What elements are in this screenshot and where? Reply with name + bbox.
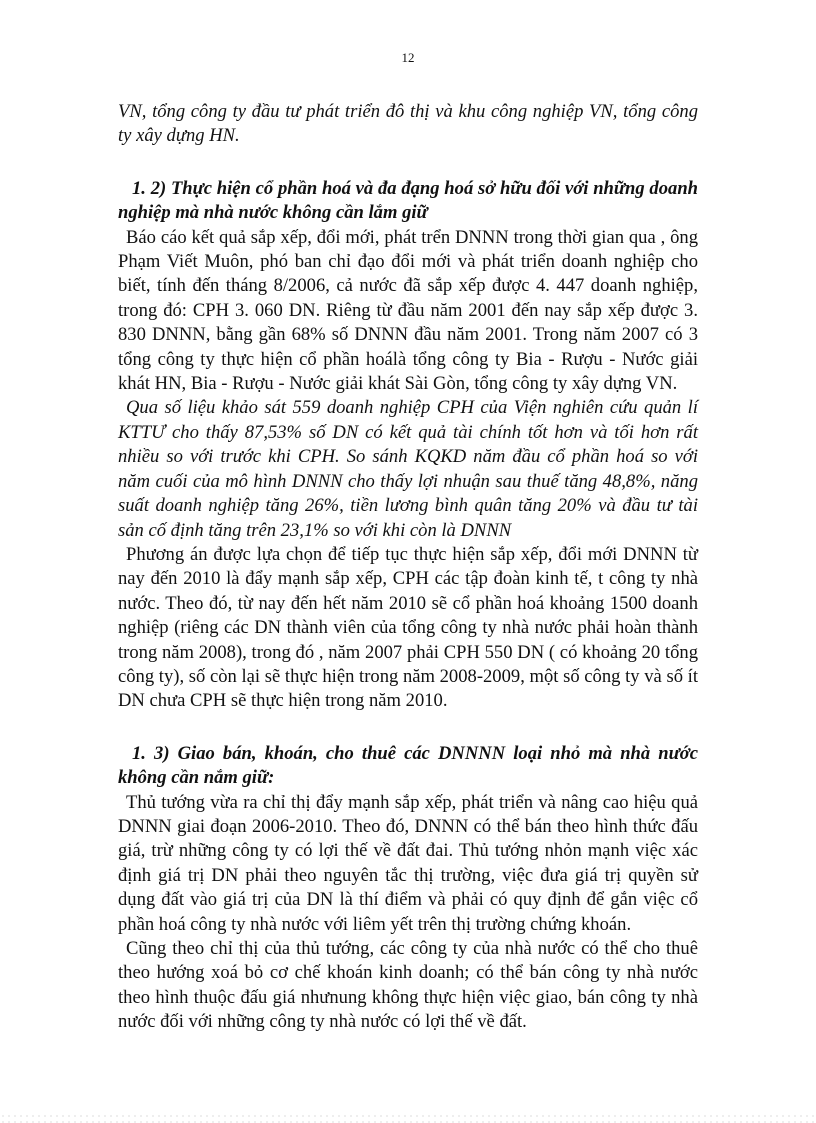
section-1-2-paragraph-3: Phương án được lựa chọn để tiếp tục thực hiện sắp xếp, đổi mới DNNN từ nay đến 2010 là đẩy mạnh sắp xếp, CPH các tập đoàn kinh tế, t công ty nhà nước. Theo đó, từ nay đến hết năm 2010 sẽ cổ phần hoá khoảng 1500 doanh nghiệp (riêng các DN thành viên của tổng công ty nhà nước phải hoàn thành trong năm 2008), trong đó , năm 2007 phải CPH 550 DN ( có khoảng 20 tổng công ty), số còn lại sẽ thực hiện trong năm 2008-2009, một số công ty và số ít DN chưa CPH sẽ thực hiện trong năm 2010. <box>118 543 698 712</box>
scan-border-decoration <box>0 1113 816 1123</box>
section-1-3-paragraph-1: Thủ tướng vừa ra chỉ thị đẩy mạnh sắp xếp, phát triển và nâng cao hiệu quả DNNN giai đoạn 2006-2010. Theo đó, DNNN có thể bán theo hình thức đấu giá, trừ những công ty có lợi thế về đất đai. Thủ tướng nhỏn mạnh việc xác định giá trị DN phải theo nguyên tắc thị trường, việc đưa giá trị quyền sử dụng đất vào giá trị của DN là thí điểm và phải có quy định để gắn việc cổ phần hoá công ty nhà nước với liêm yết trên thị trường chứng khoán. <box>118 791 698 935</box>
section-1-2-paragraph-2: Qua số liệu khảo sát 559 doanh nghiệp CPH của Viện nghiên cứu quản lí KTTƯ cho thấy 87,53% số DN có kết quả tài chính tốt hơn và tối hơn rất nhiều so với trước khi CPH. So sánh KQKD năm đầu cổ phần hoá so với năm cuối của mô hình DNNN cho thấy lợi nhuận sau thuế tăng 48,8%, năng suất doanh nghiệp tăng 26%, tiền lương bình quân tăng 20% và đầu tư tài sản cố định tăng trên 23,1% so với khi còn là DNNN <box>118 397 698 541</box>
page-content <box>118 100 698 1035</box>
intro-paragraph: VN, tổng công ty đầu tư phát triển đô thị và khu công nghiệp VN, tổng công ty xây dựng HN. <box>118 101 698 147</box>
page-number: 12 <box>401 50 415 65</box>
section-1-3-heading: 1. 3) Giao bán, khoán, cho thuê các DNNNN loại nhỏ mà nhà nước không cần nắm giữ: <box>118 742 698 789</box>
section-1-2-heading: 1. 2) Thực hiện cổ phần hoá và đa đạng hoá sở hữu đối với những doanh nghiệp mà nhà nước không cần lắm giữ <box>118 177 698 224</box>
section-1-3-paragraph-2: Cũng theo chỉ thị của thủ tướng, các công ty của nhà nước có thể cho thuê theo hướng xoá bỏ cơ chế khoán kinh doanh; có thể bán công ty nhà nước theo hình thuộc đấu giá nhưnung không thực hiện việc giao, bán công ty nhà nước đối với những công ty nhà nước có lợi thế về đất. <box>118 938 698 1033</box>
section-1-2-paragraph-1: Báo cáo kết quả sắp xếp, đổi mới, phát trển DNNN trong thời gian qua , ông Phạm Viết Muôn, phó ban chỉ đạo đổi mới và phát triển doanh nghiệp cho biết, tính đến tháng 8/2006, cả nước đã sắp xếp được 4. 447 doanh nghiệp, trong đó: CPH 3. 060 DN. Riêng từ đầu năm 2001 đến nay sắp xếp được 3. 830 DNNN, bằng gần 68% số DNNN đầu năm 2001. Trong năm 2007 có 3 tổng công ty thực hiện cổ phần hoálà tổng công ty Bia - Rượu - Nước giải khát HN, Bia - Rượu - Nước giải khát Sài Gòn, tổng công ty xây dựng VN. <box>118 226 698 395</box>
